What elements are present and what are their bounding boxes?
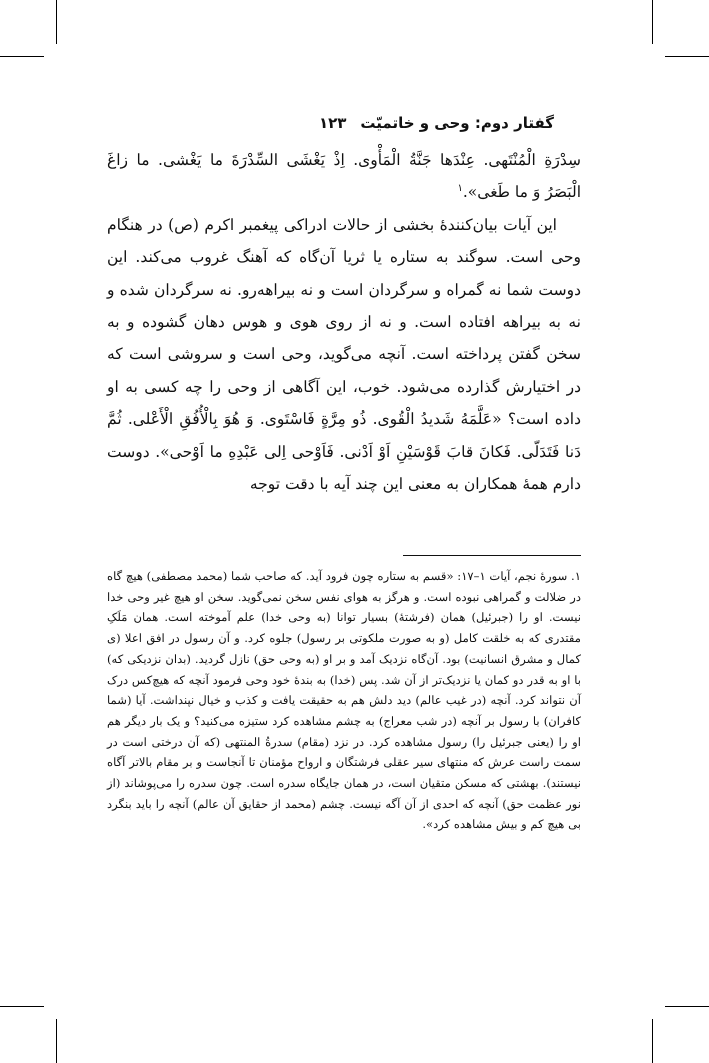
crop-mark-bottom-right-h (665, 1006, 709, 1007)
footnote-block (107, 566, 581, 835)
footnote-reference: ۱ (457, 183, 463, 195)
crop-mark-top-left-v (56, 0, 57, 44)
footnote-text: ۱. سورهٔ نجم، آیات ۱–۱۷: «قسم به ستاره چون فرود آید. که صاحب شما (محمد مصطفی) هیچ گاه در ضلالت و گمراهی نبوده است. و هرگز به هوای نفس سخن نمی‌گوید. سخن او هیچ غیر وحی خدا نیست. او را (جبرئیل) همان (فرشتهٔ) بسیار توانا (به وحی خدا) علم آموخته است. همان مَلَکِ مقتدری که به خلقت کامل (و به صورت ملکوتی بر رسول) جلوه کرد. و آن رسول در افق اعلا (ی کمال و مشرق انسانیت) بود. آن‌گاه نزدیک آمد و بر او (به وحی حق) نازل گردید. (بدان نزدیکی که) با او به قدر دو کمان یا نزدیک‌تر از آن شد. پس (خدا) به بندهٔ خود وحی فرمود آنچه که هیچ‌کس درک آن نتواند کرد. آنچه (در غیب عالم) دید دلش هم به حقیقت یافت و کذب و خیال نپنداشت. آیا (شما کافران) با رسول بر آنچه (در شب معراج) به چشم مشاهده کرد ستیزه می‌کنید؟ و یک بار دیگر هم او را (یعنی جبرئیل را) رسول مشاهده کرد. در نزد (مقام) سدرةُ المنتهی (که آن درختی است در سمت راست عرش که منتهای سیر عقلی فرشتگان و ارواح مؤمنان تا آنجاست و بر مقام بالاتر آگاه نیستند). بهشتی که مسکن متقیان است، در همان جایگاه سدره است. چون سدره را می‌پوشاند (از نور عظمت حق) آنچه که احدی از آن آگه نیست. چشم (محمد از حقایق آن عالم) آنچه را باید بنگرد بی هیچ کم و بیش مشاهده کرد». (107, 569, 581, 832)
crop-mark-top-left-h (0, 56, 44, 57)
crop-mark-top-right-v (652, 0, 653, 44)
footnote-divider (403, 555, 581, 556)
verse-text: سِدْرَةِ الْمُنْتَهى. عِنْدَها جَنَّةُ الْمَأْوى. اِذْ يَغْشَى السِّدْرَةَ ما يَغْشى. ما زاغَ الْبَصَرُ وَ ما طَغى». (107, 151, 581, 202)
body-paragraph: این آیات بیان‌کنندهٔ بخشی از حالات ادراکی پیغمبر اکرم (ص) در هنگام وحی است. سوگند به ستاره یا ثریا آن‌گاه که آهنگ غروب می‌کند. این دوست شما نه گمراه و سرگردان است و نه بیراهه‌رو. نه سرگردان شده و نه به بیراهه افتاده است. و نه از روی هوی و هوس دهان گشوده و به سخن گفتن پرداخته است. آنچه می‌گوید، وحی است و سروشی است که در اختیارش گذارده می‌شود. خوب، این آگاهی از وحی را چه کسی به او داده است؟ «عَلَّمَهُ شَديدُ الْقُوى. ذُو مِرَّةٍ فَاسْتَوى. وَ هُوَ بِالْأُفُقِ الْأَعْلى. ثُمَّ دَنا فَتَدَلّى. فَكانَ قابَ قَوْسَيْنِ اَوْ اَدْنى. فَاَوْحى اِلى عَبْدِهِ ما اَوْحى». دوست دارم همهٔ همکاران به معنی این چند آیه با دقت توجه (107, 215, 581, 494)
crop-mark-bottom-right-v (652, 1019, 653, 1063)
crop-mark-top-right-h (665, 56, 709, 57)
main-text (107, 144, 581, 500)
verse-continuation (107, 144, 581, 209)
crop-mark-bottom-left-v (56, 1019, 57, 1063)
page-number: ۱۲۳ (318, 114, 347, 132)
chapter-title: گفتار دوم: وحی و خاتمیّت (360, 114, 554, 132)
crop-mark-bottom-left-h (0, 1006, 44, 1007)
running-header (134, 114, 554, 132)
